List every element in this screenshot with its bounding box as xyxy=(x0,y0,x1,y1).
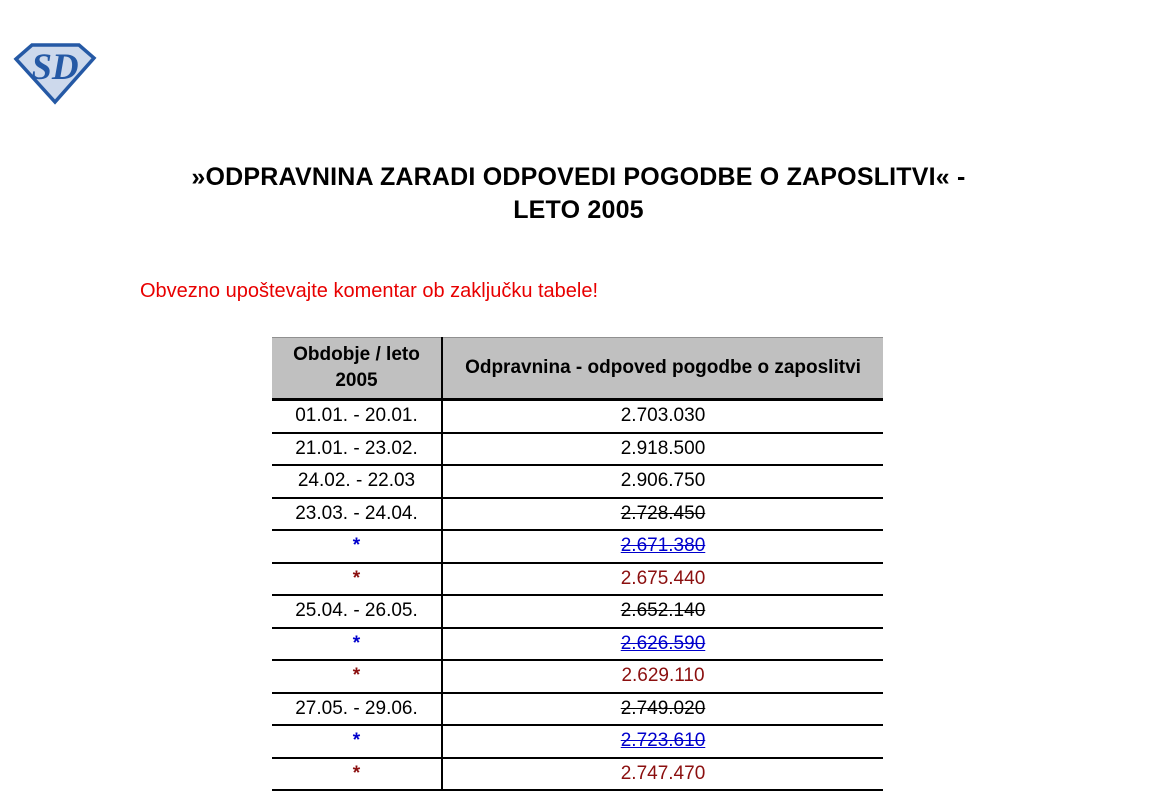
page-title-line-1: »ODPRAVNINA ZARADI ODPOVEDI POGODBE O ZAPOSLITVI« - xyxy=(191,163,966,191)
amount-link[interactable]: 2.723.610 xyxy=(442,725,883,758)
table-row xyxy=(272,465,883,498)
footnote-asterisk-cell: * xyxy=(272,530,442,563)
table-header-period: Obdobje / leto 2005 xyxy=(272,338,442,400)
table-row xyxy=(272,563,883,596)
table-header-row xyxy=(272,338,883,400)
amount-cell: 2.629.110 xyxy=(442,660,883,693)
footnote-asterisk-cell: * xyxy=(272,563,442,596)
table-row xyxy=(272,400,883,433)
amount-cell: 2.652.140 xyxy=(442,595,883,628)
amount-link[interactable]: 2.671.380 xyxy=(442,530,883,563)
page-title-line-2: LETO 2005 xyxy=(513,196,644,224)
sd-logo-letters: SD xyxy=(31,47,79,88)
amount-cell: 2.918.500 xyxy=(442,433,883,466)
footnote-asterisk-cell: * xyxy=(272,758,442,791)
footnote-asterisk-cell: * xyxy=(272,628,442,661)
table-row xyxy=(272,498,883,531)
amount-cell: 2.703.030 xyxy=(442,400,883,433)
table-header-amount: Odpravnina - odpoved pogodbe o zaposlitvi xyxy=(442,338,883,400)
period-cell: 25.04. - 26.05. xyxy=(272,595,442,628)
severance-table xyxy=(272,337,883,791)
period-cell: 01.01. - 20.01. xyxy=(272,400,442,433)
notice-text: Obvezno upoštevajte komentar ob zaključku tabele! xyxy=(140,280,599,302)
footnote-asterisk-cell: * xyxy=(272,725,442,758)
table-row xyxy=(272,725,883,758)
table-row xyxy=(272,758,883,791)
amount-cell: 2.749.020 xyxy=(442,693,883,726)
footnote-asterisk-cell: * xyxy=(272,660,442,693)
table-row xyxy=(272,530,883,563)
severance-table-body xyxy=(272,400,883,791)
amount-cell: 2.675.440 xyxy=(442,563,883,596)
period-cell: 23.03. - 24.04. xyxy=(272,498,442,531)
table-row xyxy=(272,628,883,661)
amount-link[interactable]: 2.626.590 xyxy=(442,628,883,661)
sd-diamond-logo xyxy=(12,40,98,106)
amount-cell: 2.747.470 xyxy=(442,758,883,791)
table-row xyxy=(272,433,883,466)
page-title xyxy=(0,161,1157,227)
table-row xyxy=(272,595,883,628)
period-cell: 24.02. - 22.03 xyxy=(272,465,442,498)
table-row xyxy=(272,660,883,693)
table-row xyxy=(272,693,883,726)
period-cell: 21.01. - 23.02. xyxy=(272,433,442,466)
amount-cell: 2.906.750 xyxy=(442,465,883,498)
period-cell: 27.05. - 29.06. xyxy=(272,693,442,726)
amount-cell: 2.728.450 xyxy=(442,498,883,531)
